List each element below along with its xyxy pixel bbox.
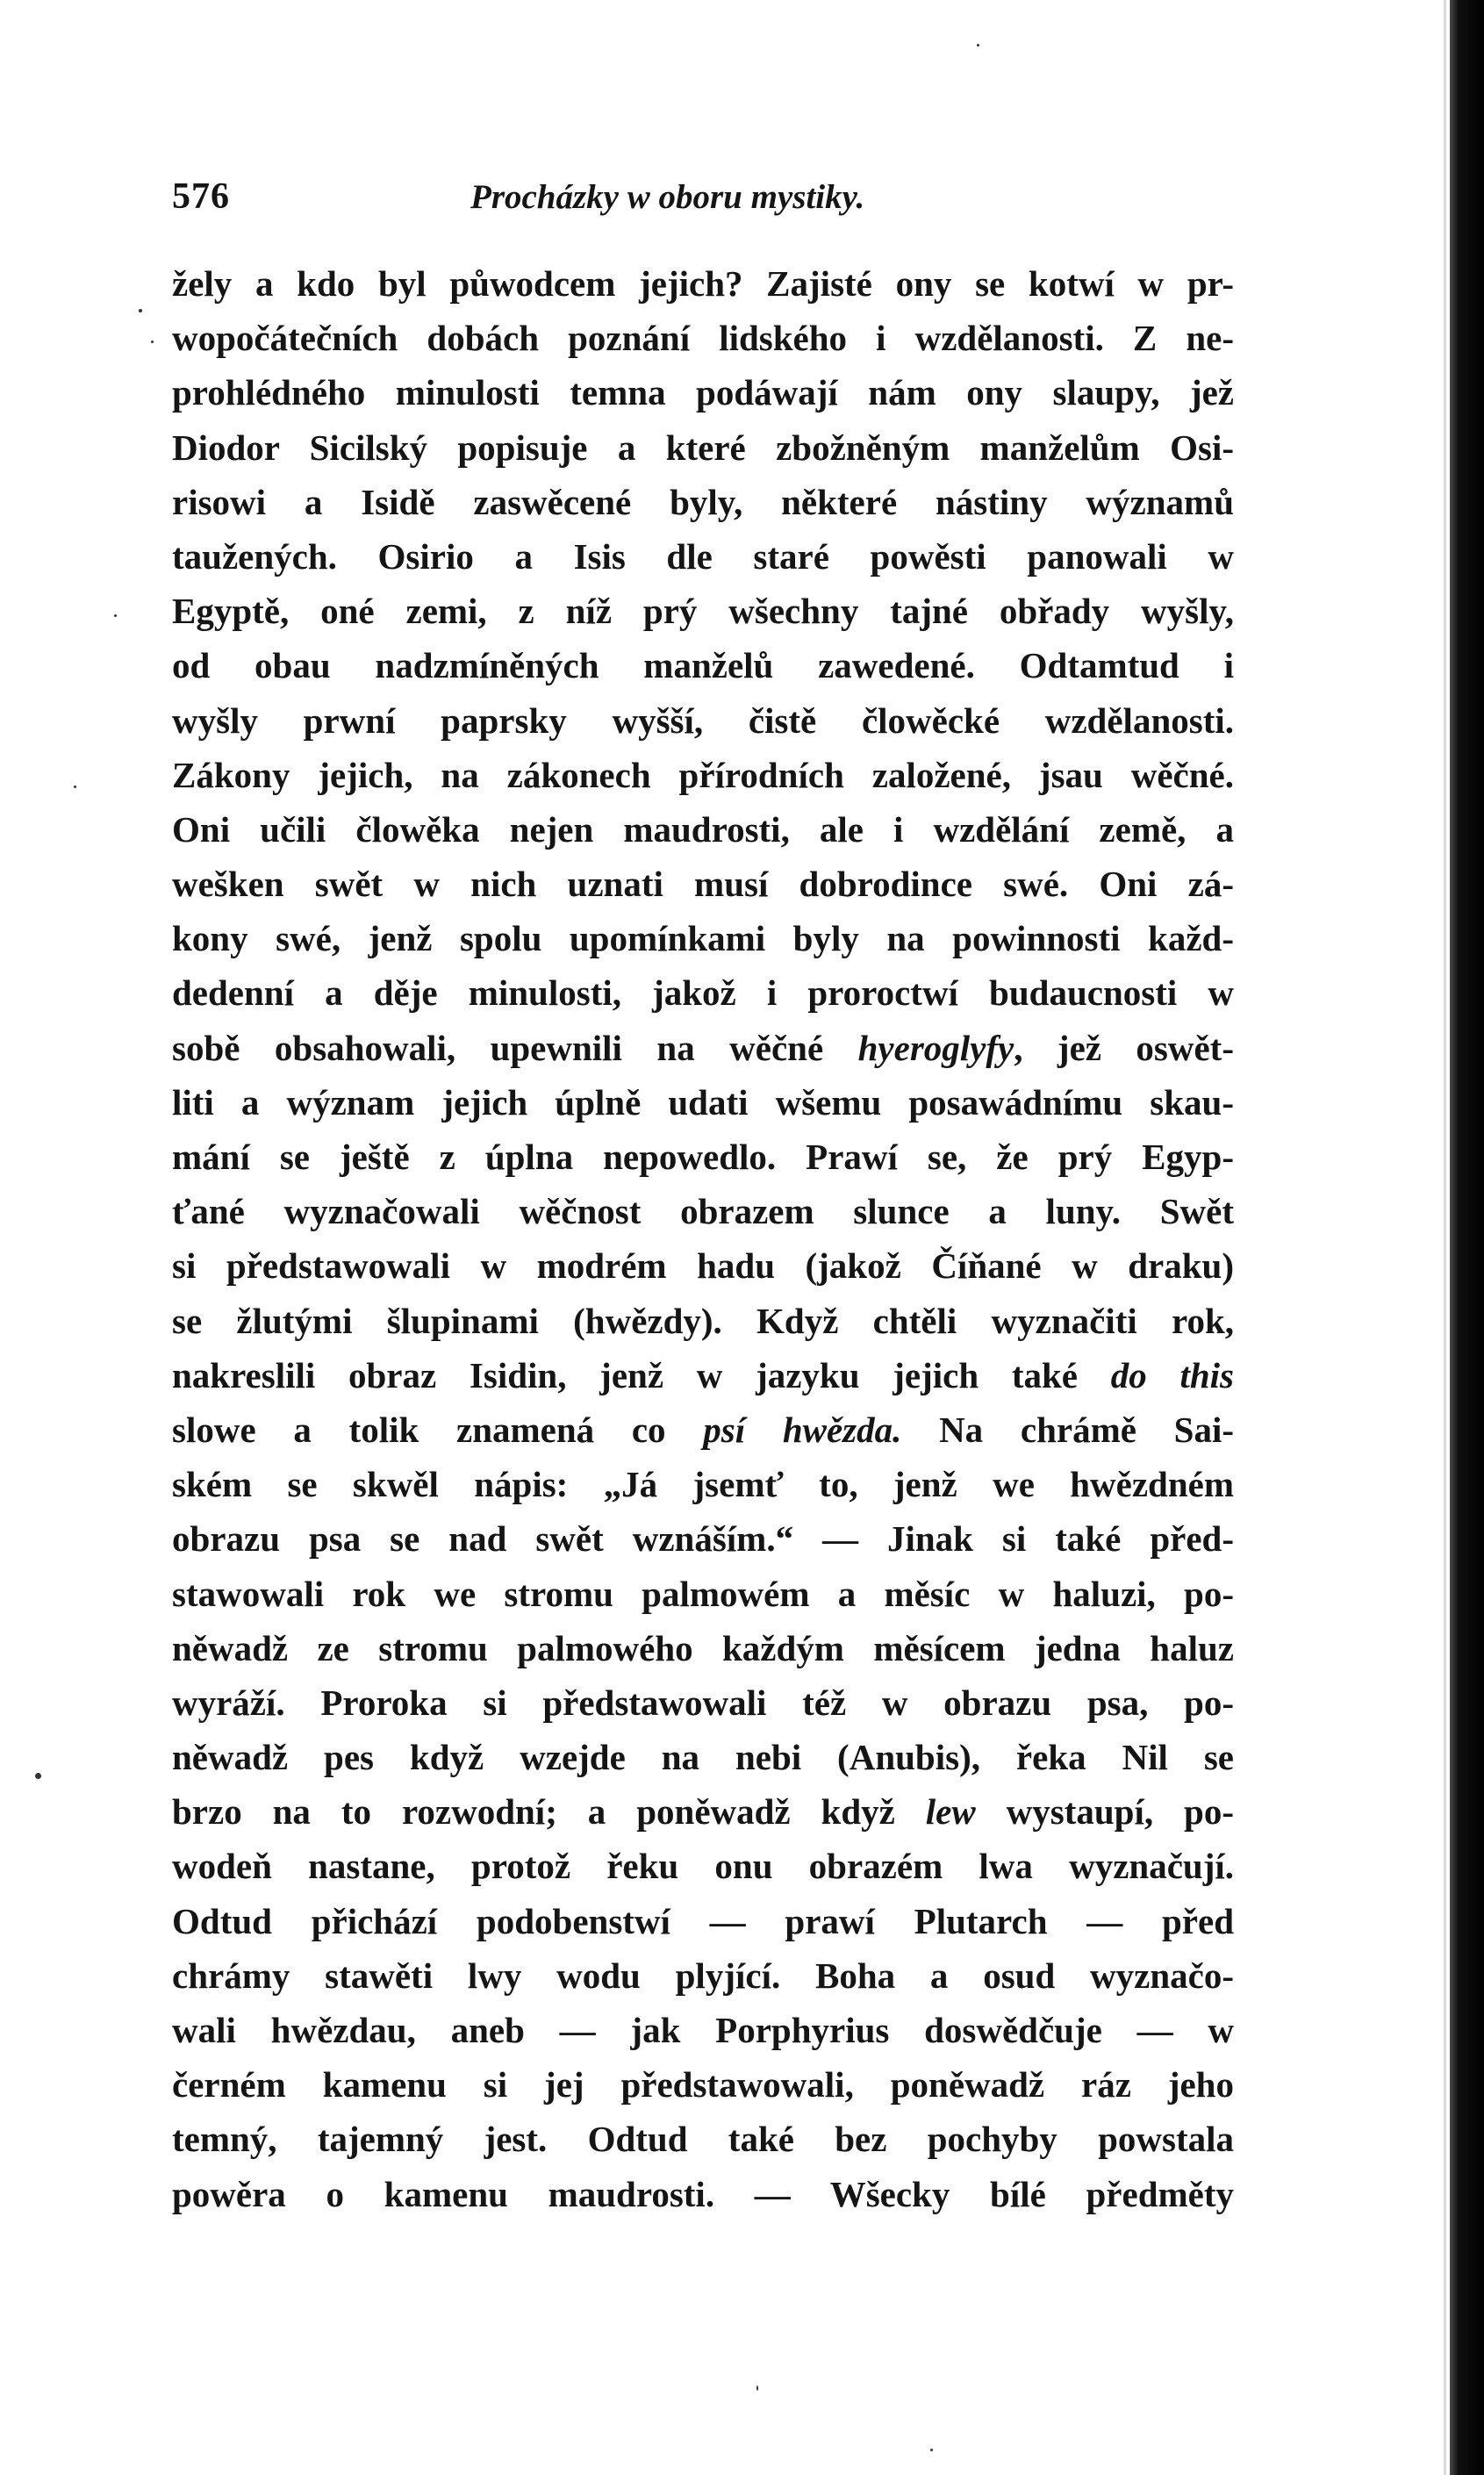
text-segment: Odtud přichází podobenstwí — prawí Plutarch — před (172, 1900, 1234, 1941)
text-segment: temný, tajemný jest. Odtud také bez pochyby powstala (172, 2119, 1234, 2160)
text-segment: stawowali rok we stromu palmowém a měsíc w haluzi, po- (172, 1573, 1234, 1614)
text-segment: liti a wýznam jejich úplně udati wšemu posawádnímu skau- (172, 1081, 1234, 1123)
text-line (172, 693, 1234, 748)
text-line (172, 857, 1234, 911)
text-segment: od obau nadzmíněných manželů zawedené. Odtamtud i (172, 645, 1234, 686)
text-line (172, 1948, 1234, 2003)
text-line (172, 529, 1234, 584)
text-line (172, 420, 1234, 475)
text-segment: Oni učili člowěka nejen maudrosti, ale i wzdělání země, a (172, 808, 1234, 850)
text-line (172, 1294, 1234, 1348)
running-title: Procházky w oboru mystiky. (470, 178, 865, 216)
text-segment: ťané wyznačowali wěčnost obrazem slunce a luny. Swět (172, 1191, 1234, 1232)
text-segment: si předstawowali w modrém hadu (jakož Číňané w draku) (172, 1245, 1234, 1287)
text-line (172, 1675, 1234, 1730)
text-line (172, 365, 1234, 420)
text-segment: Diodor Sicilský popisuje a které zbožněným manželům Osi- (172, 427, 1234, 468)
text-line (172, 1567, 1234, 1621)
body-text (172, 256, 1234, 2221)
text-line (172, 1402, 1234, 1457)
text-segment: chrámy stawěti lwy wodu plyjící. Boha a osud wyznačo- (172, 1955, 1234, 1996)
text-line (172, 1621, 1234, 1675)
scan-speck (114, 614, 117, 617)
text-segment: se žlutými šlupinami (hwězdy). Když chtěli wyznačiti rok, (172, 1300, 1234, 1341)
scan-edge-shadow (1450, 0, 1484, 2475)
text-segment: něwadž ze stromu palmowého každým měsícem jedna haluz (172, 1627, 1234, 1668)
page-edge-line (1444, 0, 1446, 2475)
text-segment: slowe a tolik znamená co (172, 1409, 704, 1450)
text-line (172, 911, 1234, 965)
text-segment: černém kamenu si jej předstawowali, poněwadž ráz jeho (172, 2064, 1234, 2106)
text-line (172, 2112, 1234, 2166)
text-line (172, 965, 1234, 1020)
italic-term: lew (925, 1791, 976, 1833)
text-segment: kony swé, jenž spolu upomínkami byly na powinnosti každ- (172, 918, 1234, 959)
scan-speck (35, 1773, 41, 1779)
italic-term: hyeroglyfy (857, 1027, 1014, 1068)
text-line (172, 311, 1234, 365)
scan-speck (74, 786, 76, 788)
text-segment: mání se ještě z úplna nepowedlo. Prawí se, že prý Egyp- (172, 1137, 1234, 1177)
italic-term: psí hwězda. (703, 1409, 902, 1450)
text-line (172, 1730, 1234, 1784)
scan-speck (151, 341, 154, 343)
text-line (172, 1839, 1234, 1893)
text-segment: taužených. Osirio a Isis dle staré powěsti panowali w (172, 535, 1234, 577)
text-segment: wodeň nastane, protož řeku onu obrazém lwa wyznačují. (172, 1846, 1234, 1887)
text-line (172, 1457, 1234, 1511)
text-segment: Na chrámě Sai- (901, 1409, 1234, 1450)
text-segment: wešken swět w nich uznati musí dobrodince swé. Oni zá- (172, 864, 1234, 905)
text-segment: dedenní a děje minulosti, jakož i proroctwí budaucnosti w (172, 972, 1234, 1014)
scan-speck (756, 2385, 758, 2391)
text-segment: wyráží. Proroka si předstawowali též w obrazu psa, po- (172, 1682, 1234, 1723)
text-segment: obrazu psa se nad swět wznáším.“ — Jinak si také před- (172, 1518, 1234, 1560)
text-segment: žely a kdo byl půwodcem jejich? Zajisté ony se kotwí w pr- (172, 263, 1234, 304)
text-segment: sobě obsahowali, upewnili na wěčné (172, 1027, 858, 1068)
text-segment: nakreslili obraz Isidin, jenž w jazyku jejich také (172, 1354, 1111, 1395)
text-line (172, 638, 1234, 692)
text-segment: wopočátečních dobách poznání lidského i wzdělanosti. Z ne- (172, 318, 1234, 359)
text-line (172, 1184, 1234, 1238)
text-line (172, 1238, 1234, 1293)
text-line (172, 584, 1234, 638)
text-segment: něwadž pes když wzejde na nebi (Anubis), řeka Nil se (172, 1737, 1234, 1778)
text-line (172, 1348, 1234, 1402)
text-line (172, 256, 1234, 311)
text-segment: wyšly prwní paprsky wyšší, čistě člowěcké wzdělanosti. (172, 699, 1234, 741)
text-segment: brzo na to rozwodní; a poněwadž když (172, 1791, 926, 1833)
italic-term: do this (1110, 1354, 1234, 1395)
text-line (172, 1511, 1234, 1566)
text-line (172, 1130, 1234, 1184)
text-segment: prohlédného minulosti temna podáwají nám ony slaupy, jež (172, 372, 1234, 413)
text-segment: Egyptě, oné zemi, z níž prý wšechny tajné obřady wyšly, (172, 591, 1234, 632)
text-line (172, 802, 1234, 857)
text-line (172, 2003, 1234, 2057)
text-line (172, 748, 1234, 802)
text-segment: risowi a Isidě zaswěcené byly, některé nástiny wýznamů (172, 481, 1234, 522)
text-line (172, 475, 1234, 529)
scan-speck (930, 2449, 933, 2451)
text-segment: powěra o kamenu maudrosti. — Wšecky bílé předměty (172, 2173, 1234, 2214)
text-line (172, 2167, 1234, 2221)
text-line (172, 1075, 1234, 1130)
text-line (172, 1021, 1234, 1075)
text-segment: , jež oswět- (1014, 1027, 1234, 1068)
text-segment: Zákony jejich, na zákonech přírodních založené, jsau wěčné. (172, 754, 1234, 795)
text-line (172, 1894, 1234, 1948)
text-line (172, 1784, 1234, 1839)
text-line (172, 2057, 1234, 2112)
text-segment: ském se skwěl nápis: „Já jsemť to, jenž we hwězdném (172, 1464, 1234, 1505)
page-number: 576 (172, 176, 230, 217)
text-segment: wali hwězdau, aneb — jak Porphyrius doswědčuje — w (172, 2010, 1234, 2050)
running-head (172, 176, 1234, 228)
scan-speck (977, 44, 979, 47)
scan-speck (139, 309, 142, 312)
text-segment: wystaupí, po- (975, 1791, 1234, 1833)
